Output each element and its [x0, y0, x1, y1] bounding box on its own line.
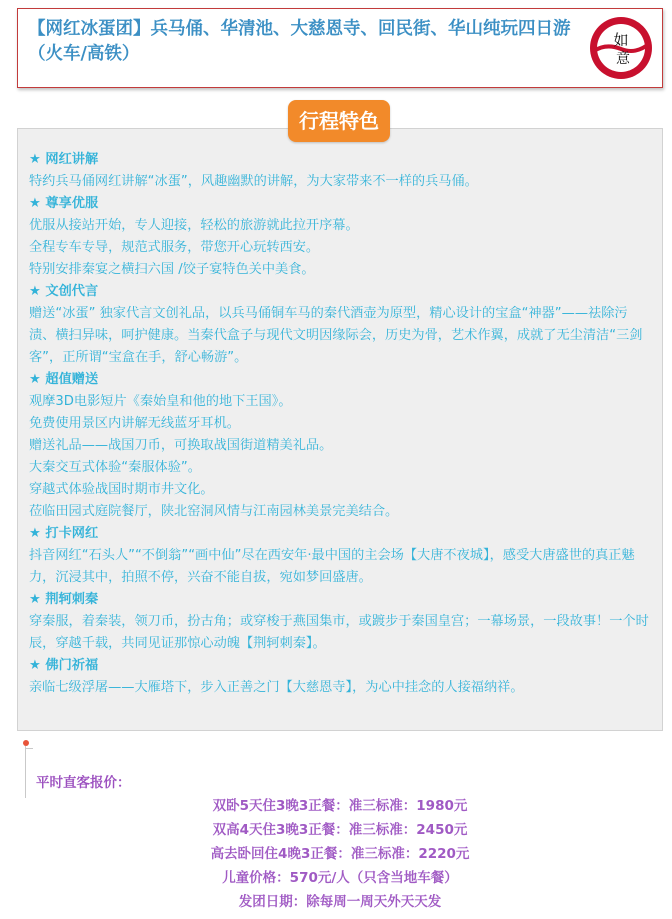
- feature-heading: ★ 文创代言: [29, 284, 99, 299]
- seal-logo-icon: [586, 13, 656, 83]
- feature-text: 赠送“冰蛋” 独家代言文创礼品，以兵马俑铜车马的秦代酒壶为原型，精心设计的宝盒“神器”——祛除污渍、横扫异味，呵护健康。当秦代盒子与现代文明因缘际会，历史为骨，艺术作翼，成就了无尘清洁“三剑客”，正所谓“宝盒在手，舒心畅游”。: [29, 306, 643, 365]
- feature-text: 免费使用景区内讲解无线蓝牙耳机。: [29, 416, 240, 431]
- title-box: [17, 8, 663, 88]
- section-badge-features: 行程特色: [288, 100, 390, 142]
- price-item: 双高4天住3晚3正餐：准三标准：2450元: [212, 822, 468, 838]
- feature-text: 观摩3D电影短片《秦始皇和他的地下王国》。: [29, 394, 292, 409]
- price-item: 双卧5天住3晚3正餐：准三标准：1980元: [212, 798, 468, 814]
- feature-text: 特别安排秦宴之横扫六国 /饺子宴特色关中美食。: [29, 262, 315, 277]
- pin-dot-icon: [23, 740, 29, 746]
- divider: [25, 746, 26, 798]
- feature-text: 抖音网红“石头人”“不倒翁”“画中仙”尽在西安年·最中国的主会场【大唐不夜城】，感受大唐盛世的真正魅力，沉浸其中，拍照不停，兴奋不能自拔，宛如梦回盛唐。: [29, 548, 635, 585]
- feature-heading: ★ 佛门祈福: [29, 658, 99, 673]
- features-list: [29, 149, 653, 699]
- price-item: 儿童价格：570元/人（只含当地车餐）: [222, 870, 458, 886]
- feature-text: 亲临七级浮屠——大雁塔下，步入正善之门【大慈恩寺】，为心中挂念的人接福纳祥。: [29, 680, 524, 695]
- features-panel: [17, 128, 663, 731]
- feature-text: 大秦交互式体验“秦服体验”。: [29, 460, 201, 475]
- feature-heading: ★ 荆轲刺秦: [29, 592, 99, 607]
- feature-text: 莅临田园式庭院餐厅，陕北窑洞风情与江南园林美景完美结合。: [29, 504, 399, 519]
- feature-text: 特约兵马俑网红讲解“冰蛋”，风趣幽默的讲解，为大家带来不一样的兵马俑。: [29, 174, 478, 189]
- feature-heading: ★ 打卡网红: [29, 526, 99, 541]
- divider: [25, 748, 33, 749]
- feature-text: 穿越式体验战国时期市井文化。: [29, 482, 214, 497]
- feature-text: 优服从接站开始，专人迎接，轻松的旅游就此拉开序幕。: [29, 218, 359, 233]
- page-title: 【网红冰蛋团】兵马俑、华清池、大慈恩寺、回民街、华山纯玩四日游（火车/高铁）: [28, 19, 571, 64]
- feature-heading: ★ 超值赠送: [29, 372, 99, 387]
- feature-text: 赠送礼品——战国刀币，可换取战国街道精美礼品。: [29, 438, 333, 453]
- feature-heading: ★ 网红讲解: [29, 152, 99, 167]
- feature-heading: ★ 尊享优服: [29, 196, 99, 211]
- feature-text: 全程专车专导，规范式服务，带您开心玩转西安。: [29, 240, 320, 255]
- pricing-label: 平时直客报价：: [36, 775, 131, 791]
- feature-text: 穿秦服，着秦装，领刀币，扮古角；或穿梭于燕国集市，或踱步于秦国皇宫；一幕场景，一段故事！一个时辰，穿越千载，共同见证那惊心动魄【荆轲刺秦】。: [29, 614, 649, 651]
- svg-text:意: 意: [616, 51, 630, 67]
- svg-text:如: 如: [613, 31, 629, 49]
- pricing-list: [0, 794, 672, 914]
- price-item: 发团日期：除每周一周天外天天发: [238, 894, 442, 910]
- price-item: 高去卧回住4晚3正餐：准三标准：2220元: [210, 846, 470, 862]
